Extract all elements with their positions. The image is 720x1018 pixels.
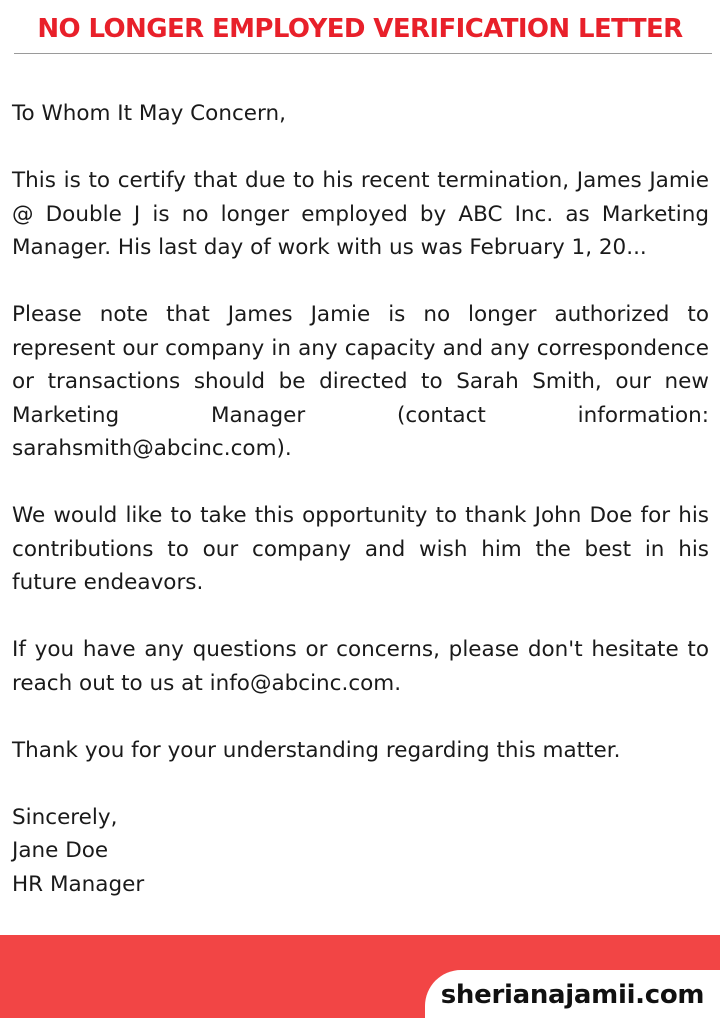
salutation: To Whom It May Concern, bbox=[12, 101, 286, 126]
paragraph-authorization bbox=[12, 298, 709, 466]
letter-title: NO LONGER EMPLOYED VERIFICATION LETTER bbox=[37, 14, 683, 44]
letter-body bbox=[12, 97, 709, 901]
paragraph-thanks: We would like to take this opportunity to thank John Doe for his contributions to our company and wish him the best in his future endeavors. bbox=[12, 503, 709, 595]
paragraph-termination: This is to certify that due to his recent termination, James Jamie @ Double J is no longer employed by ABC Inc. as Marketing Manager. His last day of work with us was February 1, 20... bbox=[12, 168, 709, 260]
signature-block bbox=[12, 801, 709, 902]
footer-brand: sherianajamii.com bbox=[440, 980, 705, 1010]
paragraph-authorization-main: Please note that James Jamie is no longer authorized to represent our company in any capacity and any correspondence or transactions should be directed to Sarah Smith, our new Marketing Manager (contact information: bbox=[12, 302, 709, 428]
signer-title: HR Manager bbox=[12, 871, 145, 897]
paragraph-understanding: Thank you for your understanding regarding this matter. bbox=[12, 737, 621, 763]
closing: Sincerely, bbox=[12, 804, 118, 830]
contact-email: sarahsmith@abcinc.com). bbox=[12, 436, 292, 461]
paragraph-questions: If you have any questions or concerns, please don't hesitate to reach out to us at info@abcinc.com. bbox=[12, 637, 709, 696]
title-divider bbox=[14, 53, 712, 54]
signer-name: Jane Doe bbox=[12, 838, 109, 863]
